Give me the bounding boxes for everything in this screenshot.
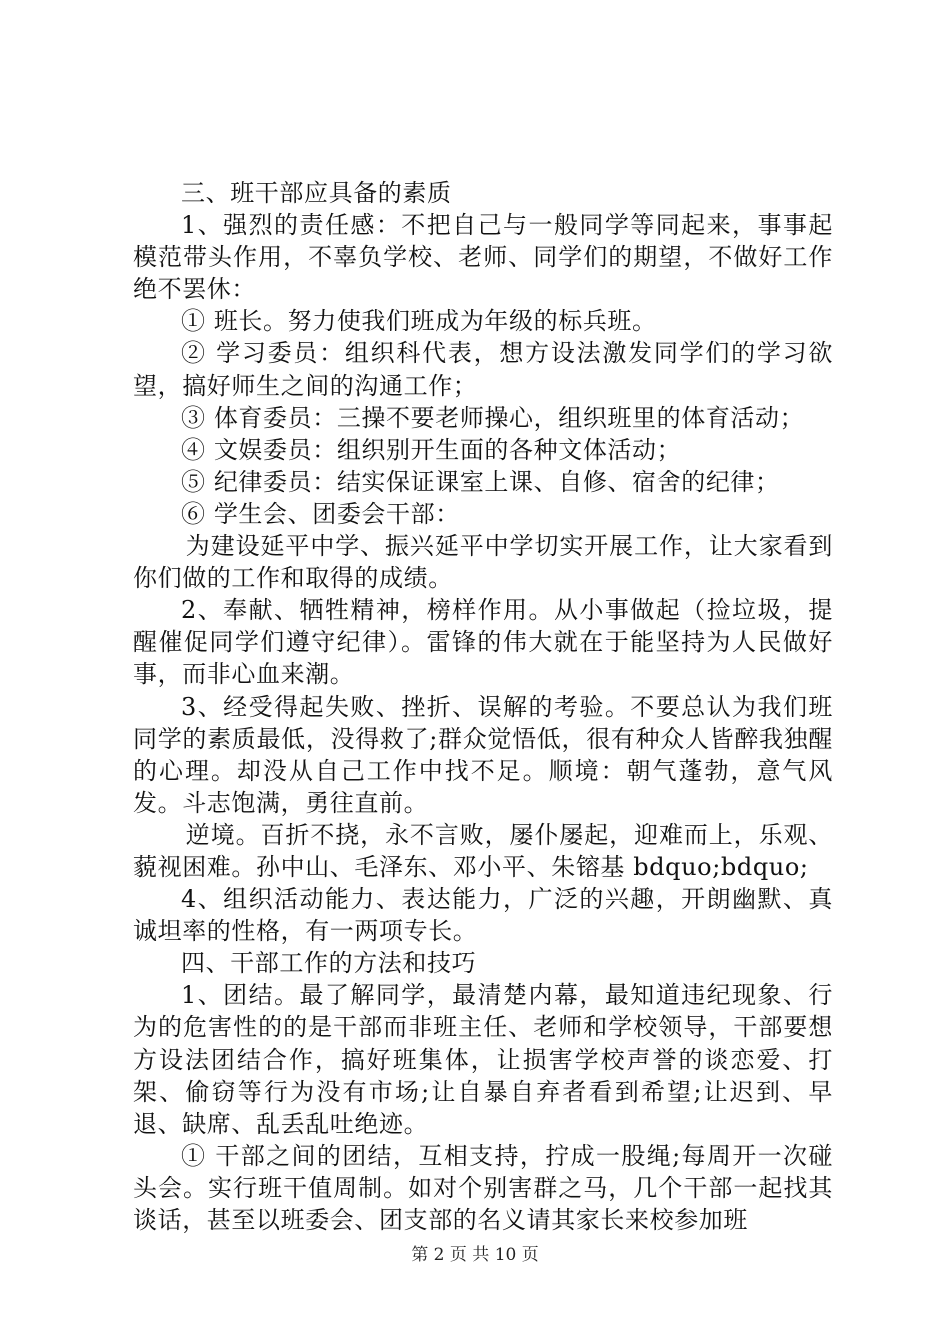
page-number-footer: 第 2 页 共 10 页 xyxy=(411,1245,539,1265)
list-item: ③ 体育委员：三操不要老师操心，组织班里的体育活动； xyxy=(181,403,805,432)
paragraph: 1、团结。最了解同学，最清楚内幕，最知道违纪现象、行为的危害性的的是干部而非班主任、老师和学校领导，干部要想方设法团结合作，搞好班集体，让损害学校声誉的谈恋爱、打架、偷窃等行为没有市场;让自暴自弃者看到希望;让迟到、早退、缺席、乱丢乱吐绝迹。 xyxy=(133,981,833,1138)
section-heading: 四、干部工作的方法和技巧 xyxy=(181,949,477,978)
list-item: ⑥ 学生会、团委会干部： xyxy=(181,499,460,528)
document-body xyxy=(133,177,833,1236)
list-item: ⑤ 纪律委员：结实保证课室上课、自修、宿舍的纪律； xyxy=(181,467,780,496)
paragraph: 逆境。百折不挠，永不言败，屡仆屡起，迎难而上，乐观、藐视困难。孙中山、毛泽东、邓小平、朱镕基 bdquo;bdquo; xyxy=(133,820,833,881)
paragraph: 为建设延平中学、振兴延平中学切实开展工作，让大家看到你们做的工作和取得的成绩。 xyxy=(133,532,833,593)
section-heading: 三、班干部应具备的素质 xyxy=(181,179,452,207)
list-item: ① 干部之间的团结，互相支持，拧成一股绳;每周开一次碰头会。实行班干值周制。如对个别害群之马，几个干部一起找其谈话，甚至以班委会、团支部的名义请其家长来校参加班 xyxy=(133,1141,833,1234)
list-item: ④ 文娱委员：组织别开生面的各种文体活动； xyxy=(181,435,682,464)
paragraph: 4、组织活动能力、表达能力，广泛的兴趣，开朗幽默、真诚坦率的性格，有一两项专长。 xyxy=(133,885,833,946)
list-item: ① 班长。努力使我们班成为年级的标兵班。 xyxy=(181,307,657,336)
list-item: ② 学习委员：组织科代表，想方设法激发同学们的学习欲望，搞好师生之间的沟通工作； xyxy=(133,339,833,400)
paragraph: 2、奉献、牺牲精神，榜样作用。从小事做起（捡垃圾，提醒催促同学们遵守纪律）。雷锋的伟大就在于能坚持为人民做好事，而非心血来潮。 xyxy=(133,596,833,689)
paragraph: 3、经受得起失败、挫折、误解的考验。不要总认为我们班同学的素质最低，没得救了;群众觉悟低，很有种众人皆醉我独醒的心理。却没从自己工作中找不足。顺境：朝气蓬勃，意气风发。斗志饱满，勇往直前。 xyxy=(133,692,833,817)
paragraph: 1、强烈的责任感：不把自己与一般同学等同起来，事事起模范带头作用，不辜负学校、老师、同学们的期望，不做好工作绝不罢休： xyxy=(133,211,833,304)
